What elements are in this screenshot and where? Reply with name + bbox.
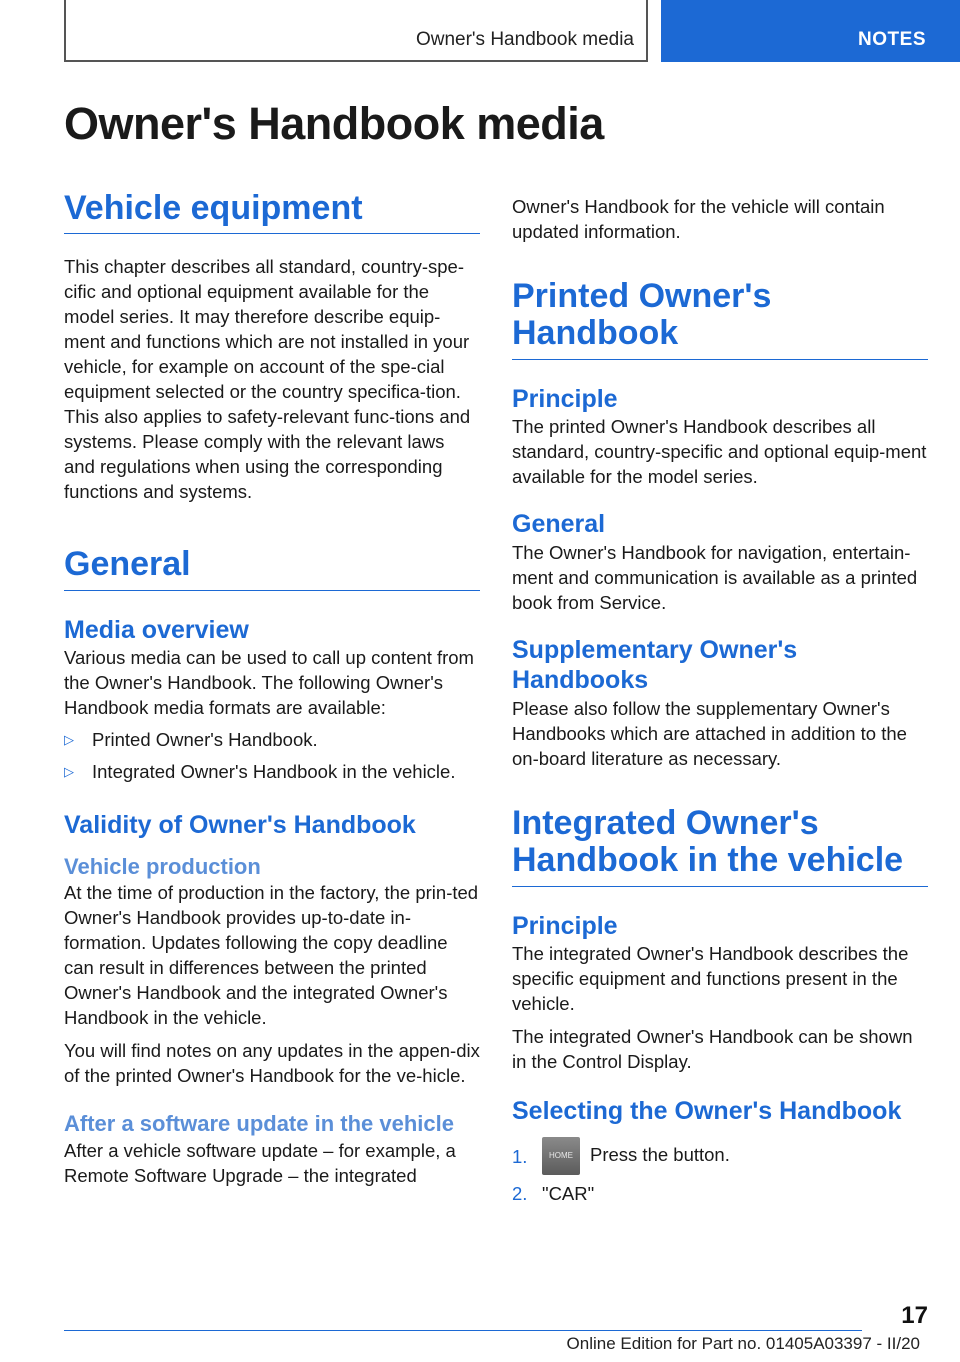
heading-principle-integrated: Principle — [512, 911, 618, 940]
footer-divider — [64, 1330, 862, 1331]
paragraph-media-overview: Various media can be used to call up content from the Owner's Handbook. The following Owner's Handbook media formats are available: — [64, 647, 474, 719]
header-section-tab — [661, 0, 960, 62]
left-column — [64, 190, 480, 1188]
list-item — [64, 759, 480, 784]
heading-general-right: General — [512, 510, 606, 539]
header-chapter-box — [64, 0, 648, 62]
footer-edition: Online Edition for Part no. 01405A03397 - II/20 — [566, 1334, 920, 1353]
paragraph-vehicle-production-1: At the time of production in the factory, the prin-ted Owner's Handbook provides up-to-date in-formation. Updates following the copy deadline can result in differences between the printed Owner's Handbook and the integrated Owner's Handbook in the vehicle. — [64, 882, 479, 1029]
paragraph-principle-integrated-a: The integrated Owner's Handbook describes the specific equipment and functions present in the vehicle. — [512, 943, 909, 1015]
step-item — [512, 1181, 928, 1206]
heading-software-update: After a software update in the vehicle — [64, 1111, 454, 1137]
paragraph-principle-printed: The printed Owner's Handbook describes all standard, country-specific and optional equip-ment available for the model series. — [512, 416, 927, 488]
right-column — [512, 194, 928, 1206]
heading-media-overview: Media overview — [64, 615, 249, 644]
steps-list — [512, 1137, 928, 1206]
list-item-text: Printed Owner's Handbook. — [92, 729, 318, 751]
paragraph-supplementary: Please also follow the supplementary Owner's Handbooks which are attached in addition to the on-board literature as necessary. — [512, 697, 907, 769]
header-section-label: NOTES — [858, 29, 926, 50]
heading-integrated-handbook: Integrated Owner's Handbook in the vehicle — [512, 805, 928, 887]
heading-selecting: Selecting the Owner's Handbook — [512, 1097, 902, 1126]
header-chapter-title: Owner's Handbook media — [415, 29, 634, 50]
paragraph-general-right: The Owner's Handbook for navigation, entertain-ment and communication is available as a printed book from Service. — [512, 541, 918, 613]
step-text: Press the button. — [590, 1143, 730, 1165]
step-number: 2. — [512, 1182, 528, 1204]
paragraph-software-update: After a vehicle software update – for example, a Remote Software Upgrade – the integrated — [64, 1139, 456, 1186]
heading-vehicle-production: Vehicle production — [64, 853, 261, 879]
step-item — [512, 1137, 928, 1175]
heading-general: General — [64, 546, 480, 590]
heading-validity: Validity of Owner's Handbook — [64, 811, 416, 840]
heading-printed-handbook: Printed Owner's Handbook — [512, 278, 928, 360]
list-item — [64, 727, 480, 752]
step-text: "CAR" — [542, 1182, 595, 1204]
page-title: Owner's Handbook media — [64, 98, 604, 149]
paragraph-vehicle-production-2: You will find notes on any updates in the appen-dix of the printed Owner's Handbook for the ve-hicle. — [64, 1040, 480, 1087]
list-item-text: Integrated Owner's Handbook in the vehicle. — [92, 761, 456, 783]
paragraph-continued: Owner's Handbook for the vehicle will contain updated information. — [512, 196, 885, 242]
paragraph-principle-integrated-b: The integrated Owner's Handbook can be shown in the Control Display. — [512, 1026, 913, 1073]
heading-supplementary: Supplementary Owner's Handbooks — [512, 635, 798, 695]
heading-vehicle-equipment: Vehicle equipment — [64, 190, 480, 234]
triangle-bullet-icon: ▷ — [64, 732, 74, 748]
triangle-bullet-icon: ▷ — [64, 764, 74, 780]
paragraph-vehicle-equipment: This chapter describes all standard, country-spe-cific and optional equipment available for the model series. It may therefore describe equip-ment and functions which are not installed in your vehicle, for example on account of the spe-cial equipment selected or the country specifica-tion. This also applies to safety-relevant func-tions and systems. Please comply with the relevant laws and regulations when using the corresponding functions and systems. — [64, 256, 471, 503]
step-number: 1. — [512, 1145, 528, 1167]
home-button-icon: HOME — [542, 1137, 580, 1175]
heading-principle: Principle — [512, 384, 618, 413]
media-list — [64, 727, 480, 784]
page-number: 17 — [901, 1302, 928, 1329]
